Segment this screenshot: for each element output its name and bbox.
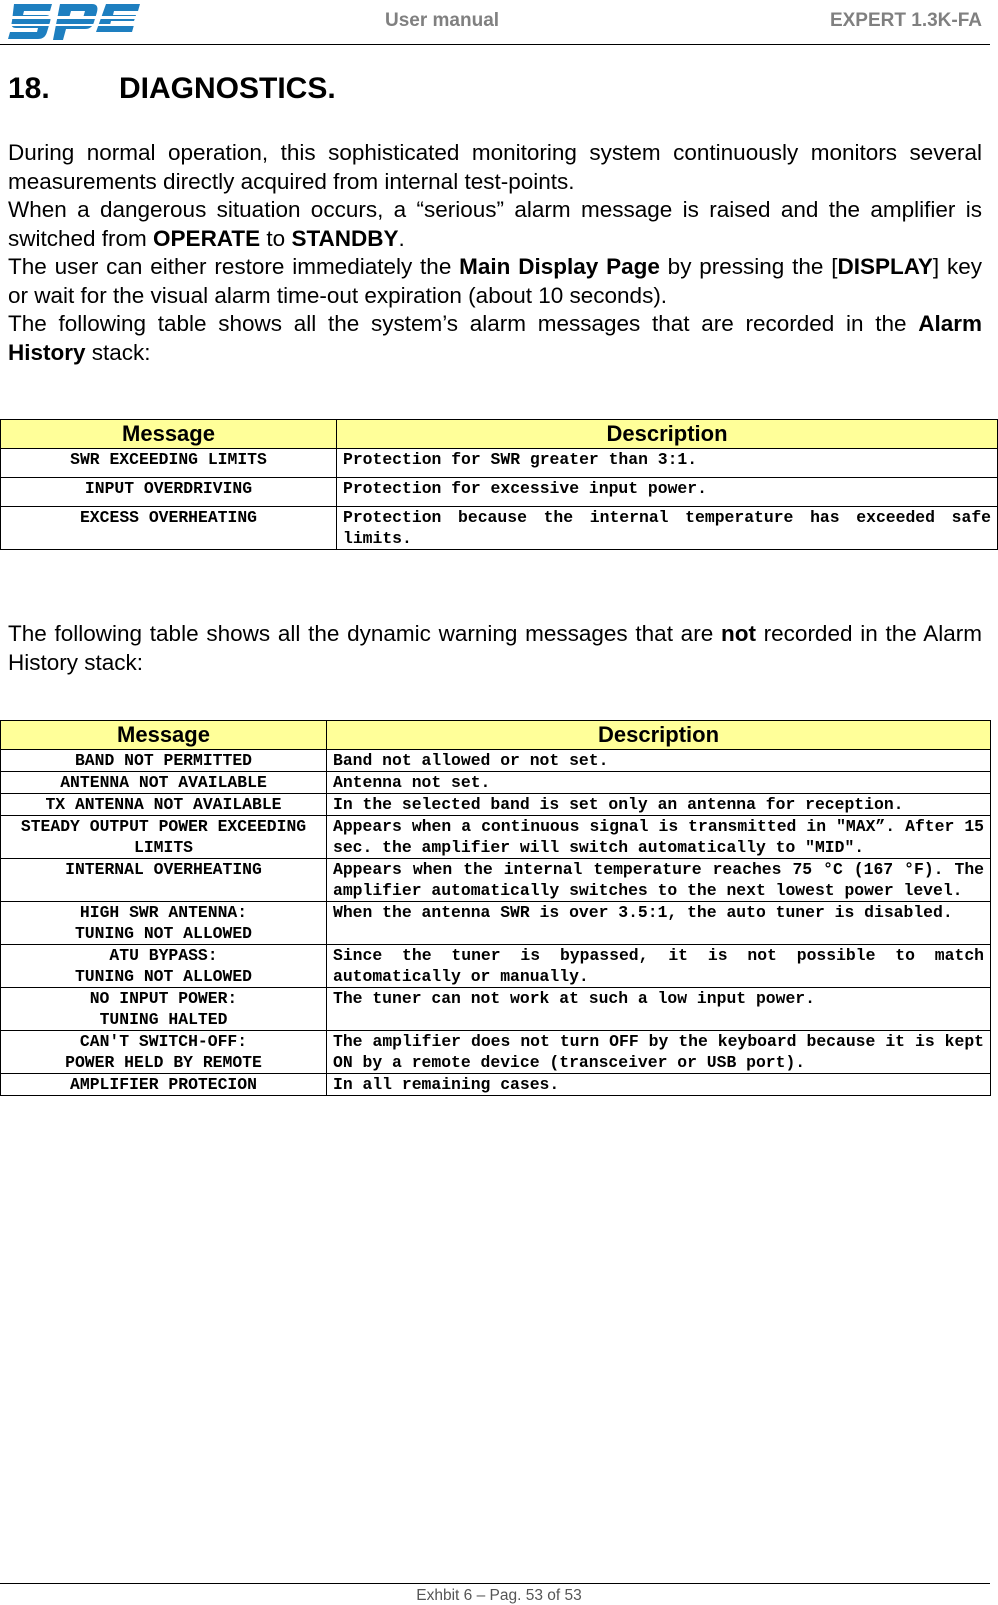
message-cell: NO INPUT POWER: TUNING HALTED bbox=[1, 988, 327, 1031]
description-cell: Since the tuner is bypassed, it is not possible to match automatically or manually. bbox=[327, 945, 991, 988]
description-cell: The amplifier does not turn OFF by the keyboard because it is kept ON by a remote device (transceiver or USB port). bbox=[327, 1031, 991, 1074]
operate-keyword: OPERATE bbox=[153, 225, 261, 251]
table-header-row bbox=[1, 420, 998, 449]
warning-intro-text: recorded in the Alarm History stack: bbox=[8, 621, 982, 675]
column-header-description: Description bbox=[337, 420, 998, 449]
description-cell: Protection for SWR greater than 3:1. bbox=[337, 449, 998, 478]
description-cell: In the selected band is set only an antenna for reception. bbox=[327, 794, 991, 816]
spe-logo bbox=[8, 2, 140, 42]
alarm-history-keyword: Alarm History bbox=[8, 311, 982, 365]
section-title: DIAGNOSTICS. bbox=[119, 72, 336, 105]
column-header-message: Message bbox=[1, 721, 327, 750]
table-row bbox=[1, 1074, 991, 1096]
intro-sentence-3: The user can either restore immediately the bbox=[8, 254, 460, 279]
alarm-table-body bbox=[1, 449, 998, 550]
intro-sentence-4: The following table shows all the system’s alarm messages that are recorded in the bbox=[8, 311, 919, 336]
section-heading bbox=[8, 72, 336, 106]
message-cell: INTERNAL OVERHEATING bbox=[1, 859, 327, 902]
column-header-message: Message bbox=[1, 420, 337, 449]
message-cell: AMPLIFIER PROTECION bbox=[1, 1074, 327, 1096]
description-cell: Appears when the internal temperature reaches 75 °C (167 °F). The amplifier automatically switches to the next lowest power level. bbox=[327, 859, 991, 902]
intro-paragraph bbox=[8, 139, 982, 367]
table-row bbox=[1, 449, 998, 478]
description-cell: Antenna not set. bbox=[327, 772, 991, 794]
section-number: 18. bbox=[8, 72, 50, 105]
table-row bbox=[1, 794, 991, 816]
description-cell: In all remaining cases. bbox=[327, 1074, 991, 1096]
intro-text: ] key or wait for the visual alarm time-out expiration (about 10 seconds). bbox=[8, 254, 983, 308]
warning-table-body bbox=[1, 750, 991, 1096]
table-row bbox=[1, 1031, 991, 1074]
intro-text: stack: bbox=[85, 339, 151, 365]
description-cell: When the antenna SWR is over 3.5:1, the auto tuner is disabled. bbox=[327, 902, 991, 945]
intro-text: . bbox=[398, 225, 405, 251]
header-manual-label: User manual bbox=[385, 10, 500, 31]
display-key-keyword: DISPLAY bbox=[837, 254, 933, 279]
description-cell: Protection for excessive input power. bbox=[337, 478, 998, 507]
message-cell: HIGH SWR ANTENNA: TUNING NOT ALLOWED bbox=[1, 902, 327, 945]
standby-keyword: STANDBY bbox=[291, 225, 399, 251]
table-row bbox=[1, 772, 991, 794]
message-cell: SWR EXCEEDING LIMITS bbox=[1, 449, 337, 478]
footer-divider bbox=[0, 1583, 990, 1584]
message-cell: EXCESS OVERHEATING bbox=[1, 507, 337, 550]
message-cell: ATU BYPASS: TUNING NOT ALLOWED bbox=[1, 945, 327, 988]
table-row bbox=[1, 816, 991, 859]
table-row bbox=[1, 902, 991, 945]
warning-messages-table bbox=[0, 720, 991, 1096]
description-cell: The tuner can not work at such a low input power. bbox=[327, 988, 991, 1031]
description-cell: Protection because the internal temperature has exceeded safe limits. bbox=[337, 507, 998, 550]
warning-intro-paragraph bbox=[8, 620, 982, 677]
alarm-messages-table bbox=[0, 419, 998, 550]
intro-sentence-1: During normal operation, this sophisticated monitoring system continuously monitors several measurements directly acquired from internal test-points. bbox=[8, 140, 982, 194]
page-header bbox=[0, 0, 990, 45]
message-cell: ANTENNA NOT AVAILABLE bbox=[1, 772, 327, 794]
not-keyword: not bbox=[720, 621, 756, 646]
message-cell: INPUT OVERDRIVING bbox=[1, 478, 337, 507]
table-row bbox=[1, 988, 991, 1031]
table-header-row bbox=[1, 721, 991, 750]
message-cell: STEADY OUTPUT POWER EXCEEDING LIMITS bbox=[1, 816, 327, 859]
header-model-label: EXPERT 1.3K-FA bbox=[829, 10, 982, 31]
description-cell: Band not allowed or not set. bbox=[327, 750, 991, 772]
column-header-description: Description bbox=[327, 721, 991, 750]
table-row bbox=[1, 478, 998, 507]
message-cell: CAN'T SWITCH-OFF: POWER HELD BY REMOTE bbox=[1, 1031, 327, 1074]
main-display-page-keyword: Main Display Page bbox=[459, 254, 660, 279]
table-row bbox=[1, 945, 991, 988]
intro-text: by pressing the [ bbox=[659, 254, 838, 279]
warning-intro-text: The following table shows all the dynamic warning messages that are bbox=[8, 621, 721, 646]
table-row bbox=[1, 507, 998, 550]
page-footer: Exhbit 6 – Pag. 53 of 53 bbox=[416, 1587, 582, 1604]
intro-text: to bbox=[260, 225, 292, 251]
message-cell: TX ANTENNA NOT AVAILABLE bbox=[1, 794, 327, 816]
intro-sentence-2: When a dangerous situation occurs, a “serious” alarm message is raised and the amplifier is switched from bbox=[8, 197, 982, 251]
message-cell: BAND NOT PERMITTED bbox=[1, 750, 327, 772]
table-row bbox=[1, 859, 991, 902]
table-row bbox=[1, 750, 991, 772]
description-cell: Appears when a continuous signal is transmitted in "MAX”. After 15 sec. the amplifier will switch automatically to "MID". bbox=[327, 816, 991, 859]
